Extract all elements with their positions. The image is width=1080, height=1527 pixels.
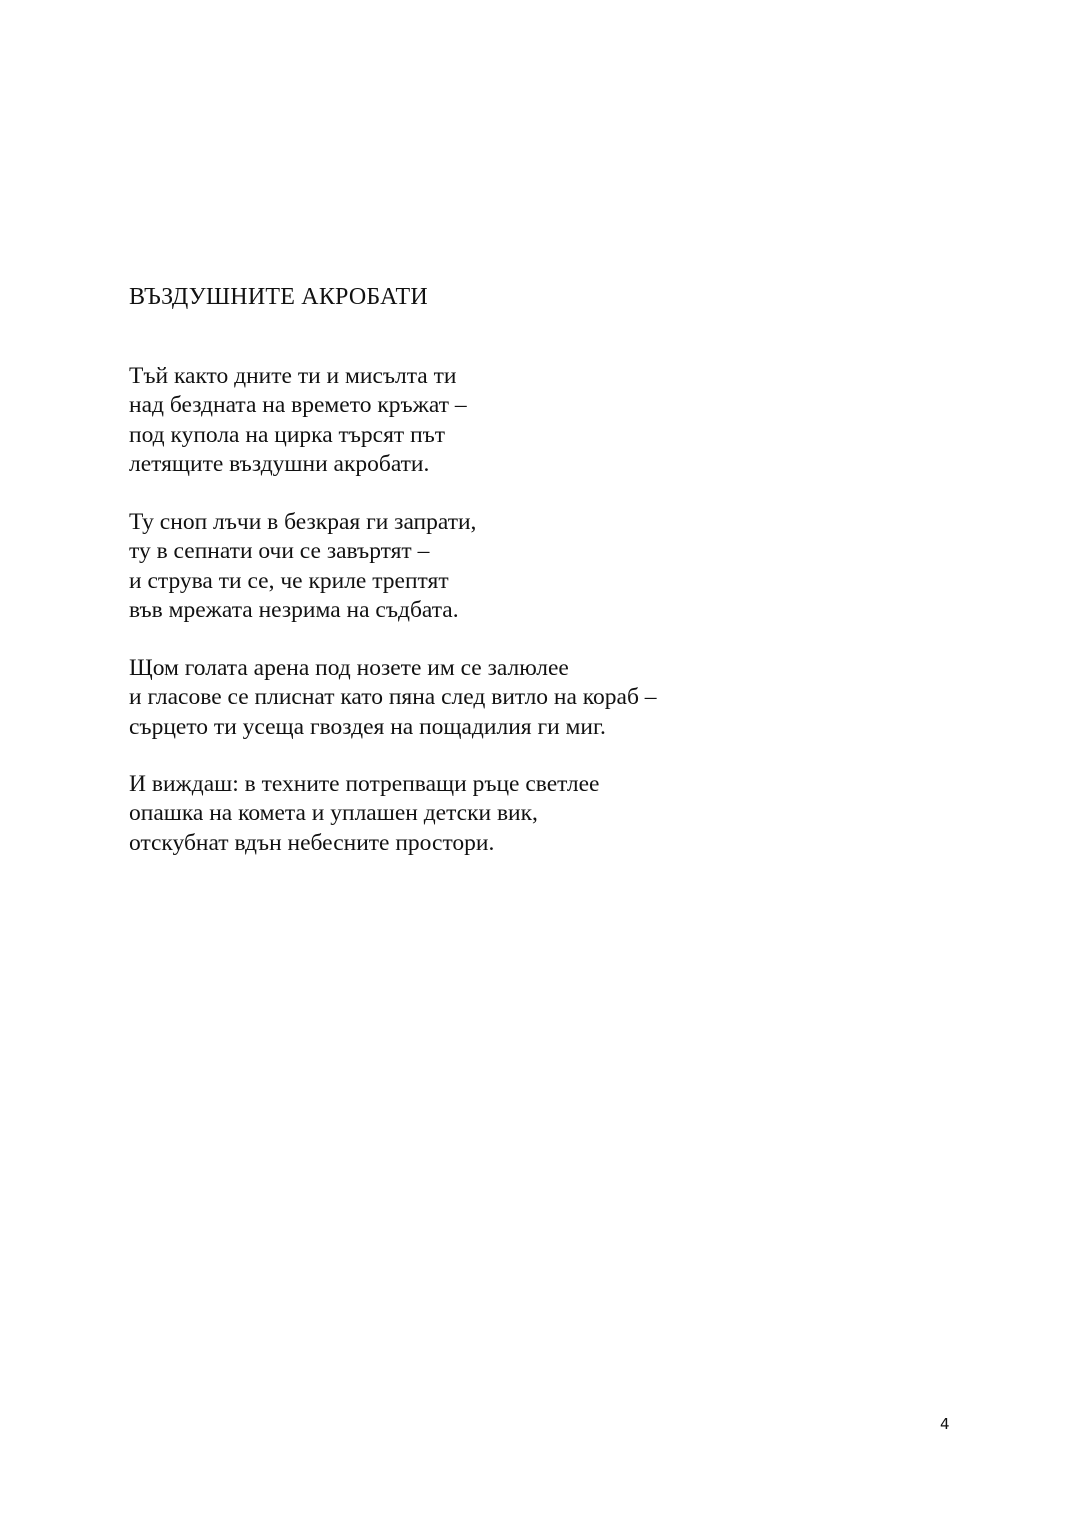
poem-line: ту в сепнати очи се завъртят – [129, 538, 430, 565]
stanza-3 [129, 654, 657, 742]
poem-line: отскубнат вдън небесните простори. [129, 829, 495, 856]
poem-line: и гласове се плиснат като пяна след витло на кораб – [129, 684, 657, 711]
poem-line: Щом голата арена под нозете им се залюлее [129, 655, 569, 681]
stanza-2 [129, 508, 476, 625]
page-number: 4 [940, 1415, 950, 1433]
poem-line: летящите въздушни акробати. [129, 450, 430, 477]
poem-line: И виждаш: в техните потрепващи ръце светлее [129, 771, 600, 797]
stanza-1 [129, 362, 467, 479]
poem-line: Ту сноп лъчи в безкрая ги запрати, [129, 509, 477, 535]
poem-line: сърцето ти усеща гвоздея на пощадилия ги миг. [129, 713, 606, 740]
poem-line: и струва ти се, че криле трептят [129, 567, 449, 594]
poem-line: над бездната на времето кръжат – [129, 392, 467, 419]
poem-title: ВЪЗДУШНИТЕ АКРОБАТИ [129, 284, 428, 310]
poem-line: Тъй както дните ти и мисълта ти [129, 363, 457, 389]
poem-line: опашка на комета и уплашен детски вик, [129, 800, 538, 827]
stanza-4 [129, 770, 599, 858]
poem-line: във мрежата незрима на съдбата. [129, 596, 459, 623]
poem-line: под купола на цирка търсят път [129, 421, 446, 448]
